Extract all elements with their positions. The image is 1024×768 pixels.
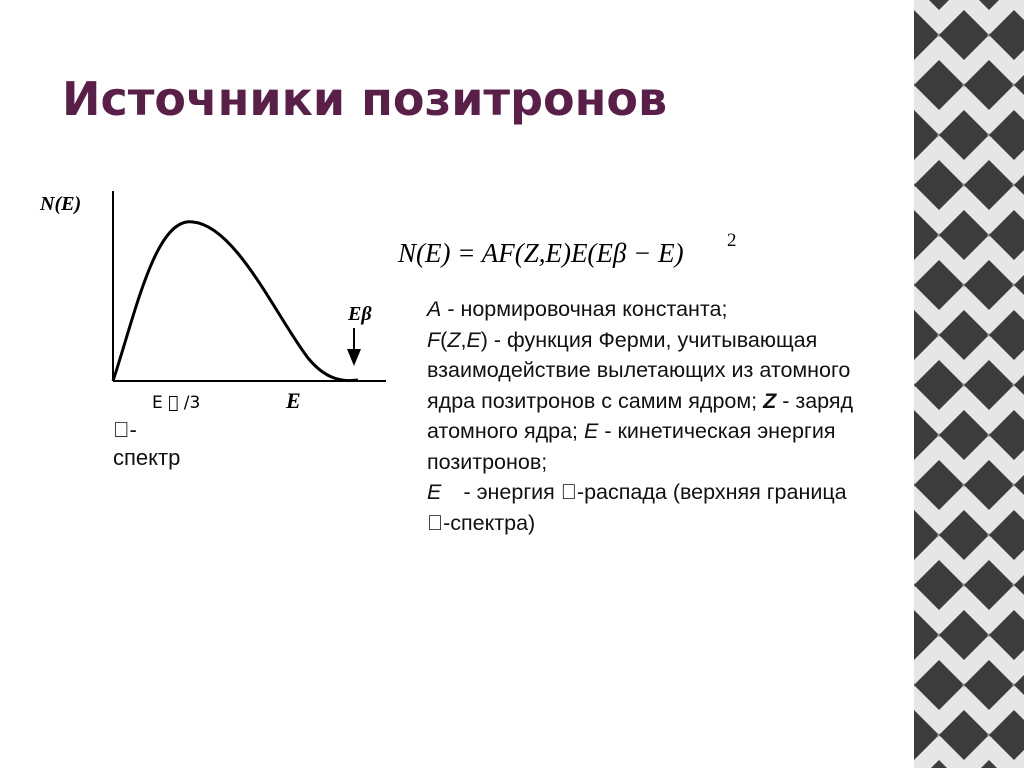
decorative-pattern — [914, 0, 1024, 768]
description-segment: , — [460, 327, 467, 352]
description-segment: Z — [763, 388, 777, 413]
description-segment: - нормировочная константа; — [447, 297, 728, 321]
description-segment: ( — [440, 327, 448, 352]
description-segment: E — [584, 419, 599, 443]
formula-description — [427, 294, 867, 538]
formula-text: N(E) = AF(Z,E)E(Eβ − E) — [398, 238, 684, 268]
y-axis-label: N(E) — [40, 193, 82, 215]
description-segment: F — [427, 327, 441, 352]
x-axis-label: E — [286, 388, 301, 413]
caption-line-2: спектр — [113, 445, 181, 470]
endpoint-arrow-head — [347, 349, 361, 366]
caption-line-1: - — [113, 417, 121, 442]
description-segment: E — [466, 327, 481, 352]
description-segment: ) - функция Ферми, учитывающая взаимодействие вылетающих из атомного ядра позитронов с самим ядром; — [427, 327, 857, 413]
spectrum-curve — [113, 222, 358, 381]
endpoint-label: Eβ — [348, 303, 372, 325]
description-segment: - энергия -распада (верхняя граница -спектра) — [427, 480, 839, 535]
description-segment: E — [427, 480, 448, 504]
description-segment: A — [427, 297, 442, 321]
formula-exponent: 2 — [727, 230, 737, 251]
pattern-svg — [914, 0, 1024, 768]
beta-spectrum-graph — [38, 186, 398, 422]
description-segment: Z — [447, 327, 461, 352]
x-tick-label: E /3 — [152, 393, 185, 413]
spectrum-caption — [113, 416, 180, 472]
formula — [396, 224, 816, 284]
description-segment: - заряд атомного ядра; — [427, 388, 860, 443]
description-segment: - кинетическая энергия позитронов; — [427, 419, 836, 474]
slide-title: Источники позитронов — [62, 72, 668, 126]
